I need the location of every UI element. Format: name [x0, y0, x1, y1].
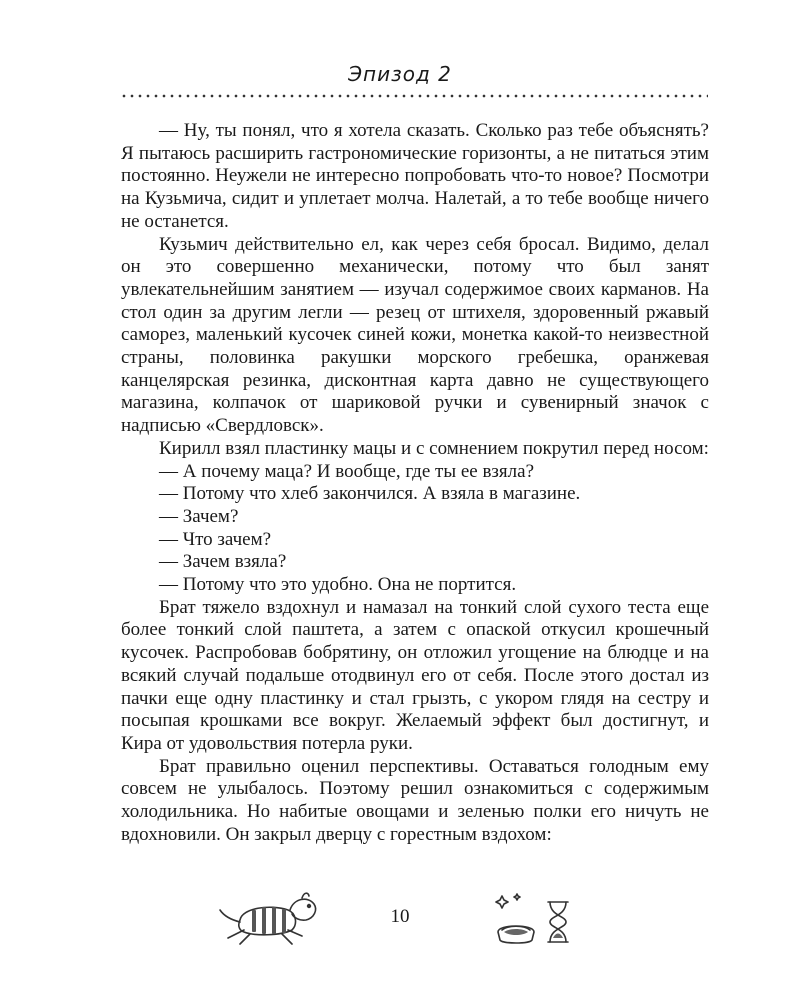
paragraph: Кузьмич действительно ел, как через себя бросал. Видимо, делал он это совершенно механически, потому что был занят увлекательнейшим занятием — изучал содержимое своих карманов. На стол один за другим легли — резец от штихеля, здоровенный ржавый саморез, маленький кусочек синей кожи, монетка какой-то неизвестной страны, половинка ракушки морского гребешка, оранжевая канцелярская резинка, дисконтная карта давно не существующего магазина, колпачок от шариковой ручки и сувенирный значок с надписью «Свердловск».: [121, 233, 709, 437]
paragraph: Кирилл взял пластинку мацы и с сомнением покрутил перед носом:: [159, 437, 709, 459]
page-number: 10: [390, 906, 410, 927]
dialogue-line: — Потому что это удобно. Она не портится.: [159, 574, 517, 596]
bowl-hourglass-illustration: [490, 890, 580, 950]
paragraph: — Ну, ты понял, что я хотела сказать. Сколько раз тебе объяснять? Я пытаюсь расширить гастрономические горизонты, а не питаться этим постоянно. Неужели не интересно попробовать что-то новое? Посмотри на Кузьмича, сидит и уплетает молча. Налетай, а то тебе вообще ничего не останется.: [121, 120, 709, 232]
dotted-divider: [120, 94, 708, 98]
dialogue-line: — Зачем?: [159, 505, 239, 527]
dialogue-line: — А почему маца? И вообще, где ты ее взяла?: [159, 460, 535, 482]
dialogue-line: — Потому что хлеб закончился. А взяла в магазине.: [159, 483, 581, 505]
paragraph: Брат правильно оценил перспективы. Оставаться голодным ему совсем не улыбалось. Поэтому решил ознакомиться с содержимым холодильника. Но набитые овощами и зеленью полки его ничуть не вдохновили. Он закрыл дверцу с горестным вздохом:: [121, 755, 709, 845]
page-body: [121, 120, 709, 847]
dialogue-line: — Что зачем?: [159, 528, 272, 550]
chapter-header: Эпизод 2: [348, 62, 452, 86]
paragraph: Брат тяжело вздохнул и намазал на тонкий слой сухого теста еще более тонкий слой паштета, а затем с опаской откусил крошечный кусочек. Распробовав бобрятину, он отложил угощение на блюдце и на всякий случай подальше отодвинул его от себя. После этого достал из пачки еще одну пластинку и стал грызть, с укором глядя на сестру и посыпая крошками все вокруг. Желаемый эффект был достигнут, и Кира от удовольствия потерла руки.: [121, 596, 709, 754]
dialogue-line: — Зачем взяла?: [159, 551, 287, 573]
